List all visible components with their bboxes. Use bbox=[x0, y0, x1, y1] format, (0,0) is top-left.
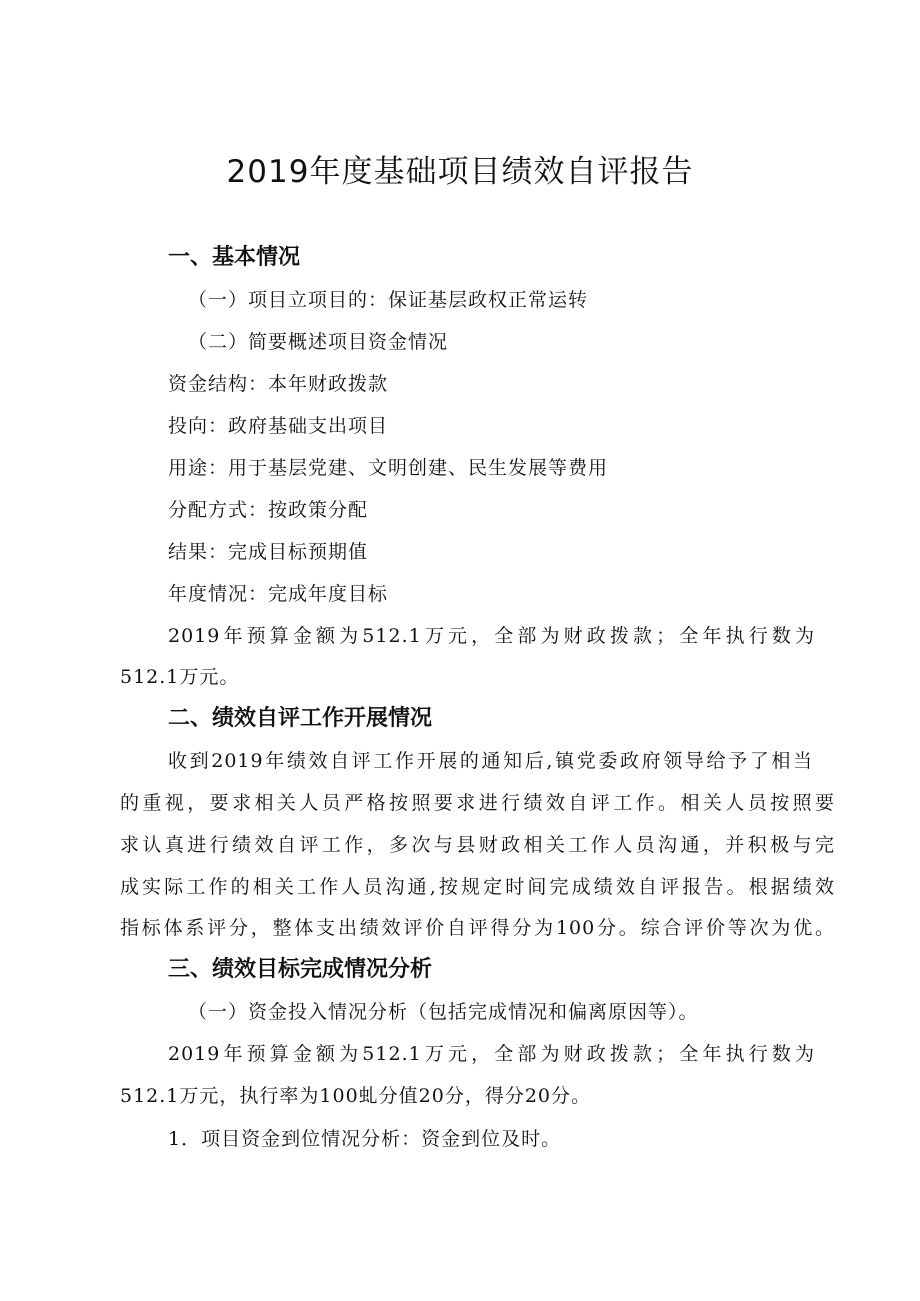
paragraph-line: 求认真进行绩效自评工作，多次与县财政相关工作人员沟通，并积极与完 bbox=[120, 834, 835, 856]
paragraph-line: 收到2019年绩效自评工作开展的通知后,镇党委政府领导给予了相当 bbox=[168, 750, 813, 772]
paragraph-line: 分配方式：按政策分配 bbox=[168, 499, 369, 521]
section-heading-basic-info: 一、基本情况 bbox=[168, 245, 301, 270]
paragraph-line: 512.1万元。 bbox=[120, 666, 240, 688]
paragraph-line: 用途：用于基层党建、文明创建、民生发展等费用 bbox=[168, 457, 609, 479]
document-title: 2019年度基础项目绩效自评报告 bbox=[226, 154, 694, 190]
paragraph-line: 2019年预算金额为512.1万元，全部为财政拨款；全年执行数为 bbox=[168, 625, 815, 647]
paragraph-line: 指标体系评分，整体支出绩效评价自评得分为100分。综合评价等次为优。 bbox=[120, 917, 835, 939]
paragraph-line: 结果：完成目标预期值 bbox=[168, 541, 369, 563]
paragraph-line: （二）简要概述项目资金情况 bbox=[188, 331, 449, 353]
paragraph-line: 2019年预算金额为512.1万元，全部为财政拨款；全年执行数为 bbox=[168, 1043, 815, 1065]
paragraph-line: 1．项目资金到位情况分析：资金到位及时。 bbox=[168, 1128, 562, 1150]
paragraph-line: 的重视，要求相关人员严格按照要求进行绩效自评工作。相关人员按照要 bbox=[120, 792, 835, 814]
paragraph-line: 资金结构：本年财政拨款 bbox=[168, 373, 389, 395]
paragraph-line: 年度情况：完成年度目标 bbox=[168, 583, 389, 605]
paragraph-line: （一）项目立项目的：保证基层政权正常运转 bbox=[188, 289, 589, 311]
section-heading-goal-analysis: 三、绩效目标完成情况分析 bbox=[168, 957, 433, 982]
paragraph-line: 成实际工作的相关工作人员沟通,按规定时间完成绩效自评报告。根据绩效 bbox=[120, 876, 835, 898]
paragraph-line: 投向：政府基础支出项目 bbox=[168, 415, 389, 437]
paragraph-line: （一）资金投入情况分析（包括完成情况和偏离原因等）。 bbox=[188, 1001, 699, 1023]
paragraph-line: 512.1万元，执行率为100虬分值20分，得分20分。 bbox=[120, 1085, 592, 1107]
section-heading-self-evaluation: 二、绩效自评工作开展情况 bbox=[168, 706, 433, 731]
